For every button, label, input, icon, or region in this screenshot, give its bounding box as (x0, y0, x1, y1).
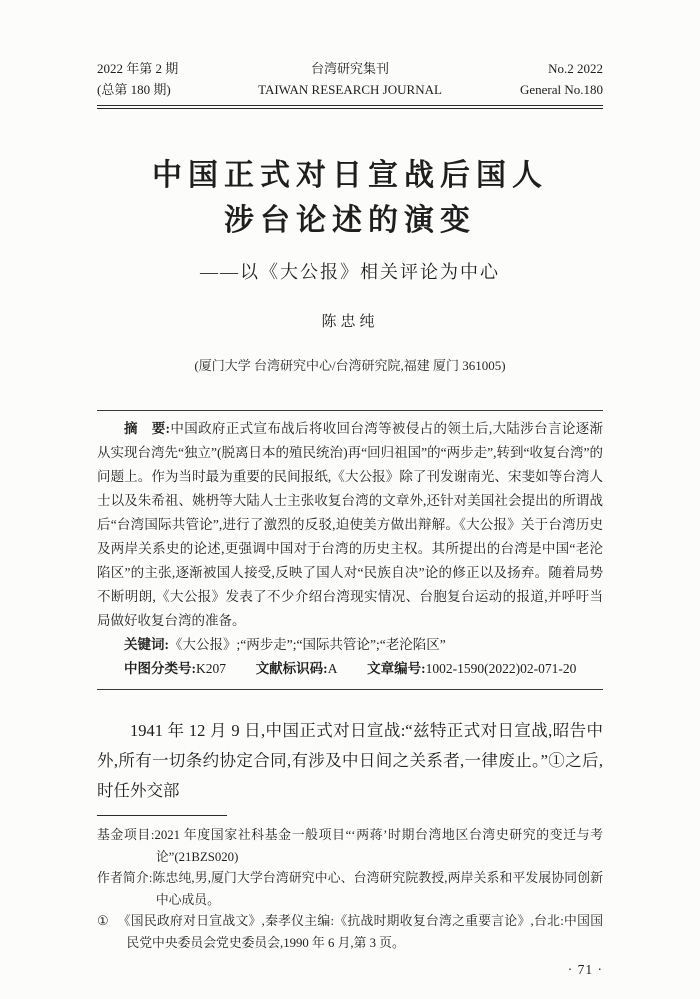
abstract-label: 摘 要: (124, 421, 171, 436)
article-title (97, 153, 603, 243)
header-double-rule (97, 105, 603, 109)
article-id-value: 1002-1590(2022)02-071-20 (425, 661, 577, 676)
journal-title-block (249, 58, 451, 100)
body-paragraph: 1941 年 12 月 9 日,中国正式对日宣战:“兹特正式对日宣战,昭告中外,所有一切条约协定合同,有涉及中日间之关系者,一律废止。”①之后,时任外交部 (97, 721, 603, 800)
page-number: · 71 · (567, 962, 603, 977)
journal-title-cn: 台湾研究集刊 (310, 61, 389, 76)
issue-number-cn: 2022 年第 2 期 (97, 61, 179, 76)
article-subtitle: ——以《大公报》相关评论为中心 (200, 262, 500, 282)
general-number-cn: (总第 180 期) (97, 82, 171, 97)
citation-note-1 (97, 911, 603, 954)
classification-line (97, 657, 603, 681)
keywords-text: 《大公报》;“两步走”;“国际共管论”;“老沦陷区” (169, 637, 446, 652)
keywords-line (97, 633, 603, 657)
footnote-1-text: 《国民政府对日宣战文》,秦孝仪主编:《抗战时期收复台湾之重要言论》,台北:中国国民党中央委员会党史委员会,1990 年 6 月,第 3 页。 (117, 914, 603, 950)
footnote-1-marker: ① (97, 914, 109, 928)
author-affiliation: (厦门大学 台湾研究中心/台湾研究院,福建 厦门 361005) (194, 358, 506, 373)
footnotes-block (97, 825, 603, 954)
fund-project-label: 基金项目: (97, 828, 155, 842)
fund-project-note (97, 825, 603, 868)
article-title-line1: 中国正式对日宣战后国人 (152, 159, 548, 192)
article-id-label: 文章编号: (367, 661, 426, 676)
abstract-paragraph (97, 417, 603, 633)
issue-number-en: No.2 2022 (548, 61, 603, 76)
doc-code-value: A (327, 661, 338, 676)
clc-value: K207 (196, 661, 226, 676)
journal-header (97, 58, 603, 100)
author-bio-note (97, 868, 603, 911)
author-bio-text: 陈忠纯,男,厦门大学台湾研究中心、台湾研究院教授,两岸关系和平发展协同创新中心成员。 (152, 871, 603, 907)
keywords-label: 关键词: (124, 637, 169, 652)
author-bio-label: 作者简介: (97, 871, 153, 885)
clc-label: 中图分类号: (124, 661, 196, 676)
journal-title-en: TAIWAN RESEARCH JOURNAL (258, 82, 442, 97)
general-number-en: General No.180 (519, 82, 603, 97)
fund-project-text: 2021 年度国家社科基金一般项目“‘两蒋’时期台湾地区台湾史研究的变迁与考论”(21BZS020) (154, 828, 603, 864)
abstract-section (97, 410, 603, 690)
header-issue-info (97, 58, 249, 100)
abstract-text: 中国政府正式宣布战后将收回台湾等被侵占的领土后,大陆涉台言论逐渐从实现台湾先“独立”(脱离日本的殖民统治)再“回归祖国”的“两步走”,转到“收复台湾”的问题上。作为当时最为重要的民间报纸,《大公报》除了刊发谢南光、宋斐如等台湾人士以及朱希祖、姚枬等大陆人士主张收复台湾的文章外,还针对美国社会提出的所谓战后“台湾国际共管论”,进行了激烈的反驳,迫使美方做出辩解。《大公报》关于台湾历史及两岸关系史的论述,更强调中国对于台湾的历史主权。其所提出的台湾是中国“老沦陷区”的主张,逐渐被国人接受,反映了国人对“民族自决”论的修正以及扬弃。随着局势不断明朗,《大公报》发表了不少介绍台湾现实情况、台胞复台运动的报道,并呼吁当局做好收复台湾的准备。 (97, 421, 604, 628)
author-name: 陈忠纯 (321, 314, 379, 330)
article-title-line2: 涉台论述的演变 (224, 204, 476, 237)
footnote-separator-rule (97, 815, 227, 816)
doc-code-label: 文献标识码: (255, 661, 328, 676)
header-issue-info-en (451, 58, 603, 100)
